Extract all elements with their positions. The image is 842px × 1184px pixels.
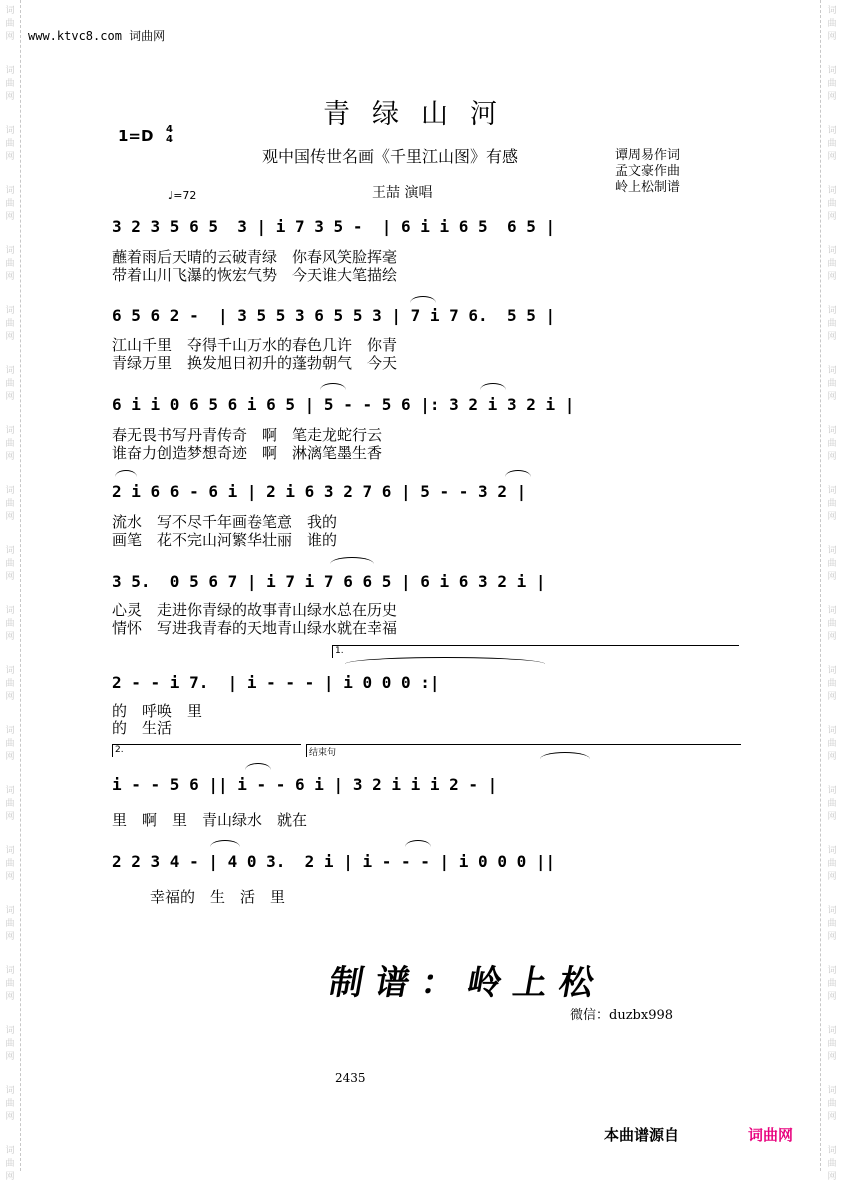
lyric-line-1b: 带着山川飞瀑的恢宏气势 今天谁大笔描绘	[112, 266, 398, 284]
slur-mark	[115, 470, 137, 477]
watermark-text: 词 曲 网	[5, 906, 15, 942]
slur-mark	[320, 383, 346, 390]
wechat-contact: 微信：duzbx998	[570, 1008, 674, 1023]
coda-label: 结束句	[309, 748, 337, 758]
watermark-text: 词 曲 网	[827, 66, 837, 102]
second-ending-label: 2.	[115, 745, 124, 755]
first-ending-bracket	[332, 645, 739, 658]
lyric-line-7a: 里 啊 里 青山绿水 就在	[112, 811, 308, 829]
watermark-text: 词 曲 网	[5, 66, 15, 102]
watermark-text: 词 曲 网	[5, 366, 15, 402]
notation-line-4: 2 i 6 6 - 6 i | 2 i 6 3 2 7 6 | 5 - - 3 2 |	[112, 482, 527, 501]
watermark-text: 词 曲 网	[827, 1146, 837, 1182]
key-signature: 1=D	[118, 127, 154, 145]
watermark-text: 词 曲 网	[5, 966, 15, 1002]
lyric-line-1a: 蘸着雨后天晴的云破青绿 你春风笑脸挥毫	[112, 248, 398, 266]
right-margin-guide	[820, 0, 821, 1171]
watermark-text: 词 曲 网	[827, 726, 837, 762]
site-link[interactable]: www.ktvc8.com 词曲网	[28, 29, 166, 43]
watermark-text: 词 曲 网	[827, 486, 837, 522]
composer-credit: 孟文豪作曲	[615, 164, 681, 179]
transcriber-signature: 制谱：岭上松	[325, 963, 609, 1003]
transcriber-credit: 岭上松制谱	[615, 180, 681, 195]
slur-mark	[540, 752, 590, 759]
watermark-text: 词 曲 网	[827, 1086, 837, 1122]
lyric-line-2b: 青绿万里 换发旭日初升的蓬勃朝气 今天	[112, 354, 398, 372]
time-signature-bottom: 4	[166, 134, 173, 145]
lyric-line-5a: 心灵 走进你青绿的故事青山绿水总在历史	[112, 601, 398, 619]
lyric-line-6b: 的 生活	[112, 719, 173, 737]
watermark-text: 词 曲 网	[827, 546, 837, 582]
watermark-text: 词 曲 网	[5, 126, 15, 162]
watermark-text: 词 曲 网	[5, 426, 15, 462]
watermark-text: 词 曲 网	[5, 6, 15, 42]
source-logo[interactable]: 词曲网	[748, 1126, 794, 1144]
watermark-text: 词 曲 网	[827, 426, 837, 462]
watermark-text: 词 曲 网	[827, 846, 837, 882]
watermark-text: 词 曲 网	[5, 786, 15, 822]
watermark-text: 词 曲 网	[5, 306, 15, 342]
lyric-line-6a: 的 呼唤 里	[112, 702, 203, 720]
song-subtitle: 观中国传世名画《千里江山图》有感	[262, 147, 519, 166]
slur-mark	[410, 296, 436, 303]
watermark-text: 词 曲 网	[827, 126, 837, 162]
lyric-line-2a: 江山千里 夺得千山万水的春色几许 你青	[112, 336, 398, 354]
watermark-text: 词 曲 网	[827, 786, 837, 822]
notation-line-5: 3 5. 0 5 6 7 | i 7 i 7 6 6 5 | 6 i 6 3 2 i |	[112, 572, 546, 591]
watermark-text: 词 曲 网	[5, 486, 15, 522]
time-signature	[166, 125, 173, 145]
watermark-text: 词 曲 网	[827, 666, 837, 702]
watermark-text: 词 曲 网	[827, 906, 837, 942]
triplet-bracket	[330, 557, 374, 564]
watermark-text: 词 曲 网	[827, 1026, 837, 1062]
tie-mark	[345, 657, 545, 664]
tie-mark	[210, 840, 240, 847]
watermark-text: 词 曲 网	[827, 6, 837, 42]
second-ending-bracket	[112, 744, 301, 757]
watermark-text: 词 曲 网	[5, 546, 15, 582]
slur-mark	[245, 763, 271, 770]
page-number: 2435	[335, 1071, 366, 1085]
slur-mark	[405, 840, 431, 847]
notation-line-6: 2 - - i 7. | i - - - | i 0 0 0 :|	[112, 673, 440, 692]
notation-line-7: i - - 5 6 || i - - 6 i | 3 2 i i i 2 - |	[112, 775, 498, 794]
notation-line-3: 6 i i 0 6 5 6 i 6 5 | 5 - - 5 6 |: 3 2 i 3 2 i |	[112, 395, 575, 414]
lyric-line-8a: 幸福的 生 活 里	[150, 888, 286, 906]
notation-line-1: 3 2 3 5 6 5 3 | i 7 3 5 - | 6 i i 6 5 6 5 |	[112, 217, 556, 236]
watermark-text: 词 曲 网	[827, 966, 837, 1002]
time-signature-top: 4	[166, 124, 173, 135]
watermark-text: 词 曲 网	[827, 246, 837, 282]
lyricist-credit: 谭周易作词	[615, 148, 681, 163]
tempo-marking: ♩=72	[168, 189, 197, 202]
singer-credit: 王喆 演唱	[372, 185, 433, 201]
watermark-text: 词 曲 网	[827, 186, 837, 222]
slur-mark	[505, 470, 531, 477]
watermark-text: 词 曲 网	[5, 1026, 15, 1062]
lyric-line-4a: 流水 写不尽千年画卷笔意 我的	[112, 513, 338, 531]
notation-line-2: 6 5 6 2 - | 3 5 5 3 6 5 5 3 | 7 i 7 6. 5 5 |	[112, 306, 556, 325]
credits	[615, 148, 680, 196]
watermark-text: 词 曲 网	[5, 186, 15, 222]
source-label: 本曲谱源自	[604, 1126, 680, 1144]
lyric-line-4b: 画笔 花不完山河繁华壮丽 谁的	[112, 531, 338, 549]
watermark-text: 词 曲 网	[5, 666, 15, 702]
slur-mark	[480, 383, 506, 390]
watermark-text: 词 曲 网	[827, 366, 837, 402]
first-ending-label: 1.	[335, 646, 344, 656]
watermark-text: 词 曲 网	[5, 246, 15, 282]
lyric-line-5b: 情怀 写进我青春的天地青山绿水就在幸福	[112, 619, 398, 637]
watermark-text: 词 曲 网	[5, 1146, 15, 1182]
lyric-line-3a: 春无畏书写丹青传奇 啊 笔走龙蛇行云	[112, 426, 383, 444]
song-title: 青绿山河	[323, 99, 519, 130]
notation-line-8: 2 2 3 4 - | 4 0 3. 2 i | i - - - | i 0 0 0 ||	[112, 852, 556, 871]
watermark-text: 词 曲 网	[5, 606, 15, 642]
left-margin-guide	[20, 0, 21, 1171]
watermark-text: 词 曲 网	[827, 606, 837, 642]
watermark-text: 词 曲 网	[5, 846, 15, 882]
watermark-text: 词 曲 网	[5, 1086, 15, 1122]
watermark-text: 词 曲 网	[827, 306, 837, 342]
watermark-text: 词 曲 网	[5, 726, 15, 762]
lyric-line-3b: 谁奋力创造梦想奇迹 啊 淋漓笔墨生香	[112, 444, 383, 462]
coda-bracket	[306, 744, 741, 757]
